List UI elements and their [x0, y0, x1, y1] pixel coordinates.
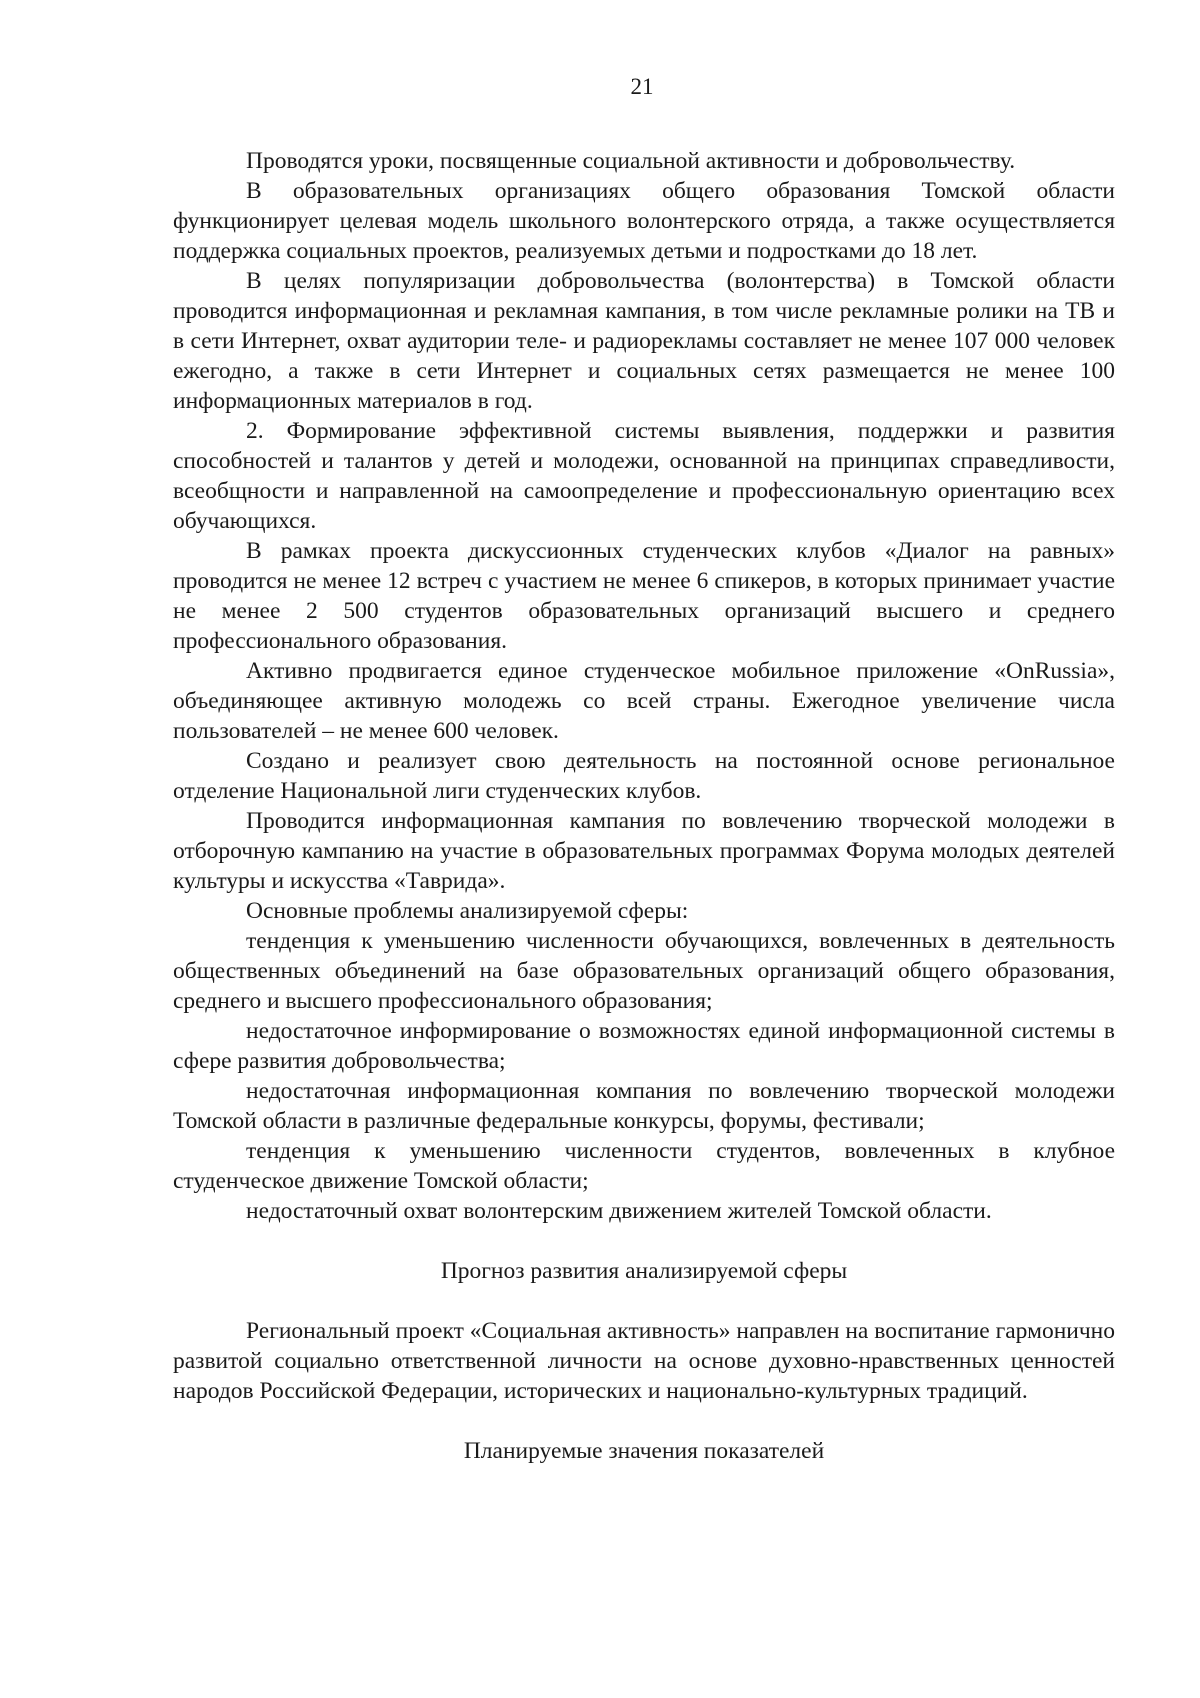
section-heading-forecast: Прогноз развития анализируемой сферы [440, 1258, 848, 1284]
paragraph-problems-intro: Основные проблемы анализируемой сферы: [246, 898, 689, 924]
paragraph-tavrida-campaign: Проводится информационная кампания по вовлечению творческой молодежи в отборочную кампанию на участие в образовательных программах Форума молодых деятелей культуры и искусства «Таврида». [173, 808, 1115, 894]
paragraph-volunteer-popularization: В целях популяризации добровольчества (волонтерства) в Томской области проводится информационная и рекламная кампания, в том числе рекламные ролики на ТВ и в сети Интернет, охват аудитории теле- и радиорекламы составляет не менее 107 000 человек ежегодно, а также в сети Интернет и социальных сетях размещается не менее 100 информационных материалов в год. [173, 268, 1115, 414]
paragraph-student-league: Создано и реализует свою деятельность на постоянной основе региональное отделение Национальной лиги студенческих клубов. [173, 748, 1115, 804]
problem-item: недостаточное информирование о возможностях единой информационной системы в сфере развития добровольчества; [173, 1018, 1115, 1074]
problem-item: недостаточная информационная компания по вовлечению творческой молодежи Томской области в различные федеральные конкурсы, форумы, фестивали; [173, 1078, 1115, 1134]
indicators-heading-row [173, 1436, 1115, 1466]
document-body [173, 146, 1115, 1496]
paragraph-talent-system: 2. Формирование эффективной системы выявления, поддержки и развития способностей и талантов у детей и молодежи, основанной на принципах справедливости, всеобщности и направленной на самоопределение и профессиональную ориентацию всех обучающихся. [173, 418, 1115, 534]
paragraph-school-volunteer-model: В образовательных организациях общего образования Томской области функционирует целевая модель школьного волонтерского отряда, а также осуществляется поддержка социальных проектов, реализуемых детьми и подростками до 18 лет. [173, 178, 1115, 264]
page-number: 21 [630, 74, 654, 99]
problem-item: тенденция к уменьшению численности студентов, вовлеченных в клубное студенческое движение Томской области; [173, 1138, 1115, 1194]
paragraph-lessons: Проводятся уроки, посвященные социальной активности и добровольчеству. [246, 148, 1016, 174]
problem-item: недостаточный охват волонтерским движением жителей Томской области. [246, 1198, 992, 1224]
section-heading-indicators: Планируемые значения показателей [463, 1438, 825, 1464]
paragraph-dialog-clubs: В рамках проекта дискуссионных студенческих клубов «Диалог на равных» проводится не менее 12 встреч с участием не менее 6 спикеров, в которых принимает участие не менее 2 500 студентов образовательных организаций высшего и среднего профессионального образования. [173, 538, 1115, 654]
paragraph-forecast: Региональный проект «Социальная активность» направлен на воспитание гармонично развитой социально ответственной личности на основе духовно-нравственных ценностей народов Российской Федерации, исторических и национально-культурных традиций. [173, 1318, 1115, 1404]
problem-item: тенденция к уменьшению численности обучающихся, вовлеченных в деятельность общественных объединений на базе образовательных организаций общего образования, среднего и высшего профессионального образования; [173, 928, 1115, 1014]
paragraph-onrussia-app: Активно продвигается единое студенческое мобильное приложение «OnRussia», объединяющее активную молодежь со всей страны. Ежегодное увеличение числа пользователей – не менее 600 человек. [173, 658, 1115, 744]
forecast-heading-row [173, 1256, 1115, 1286]
